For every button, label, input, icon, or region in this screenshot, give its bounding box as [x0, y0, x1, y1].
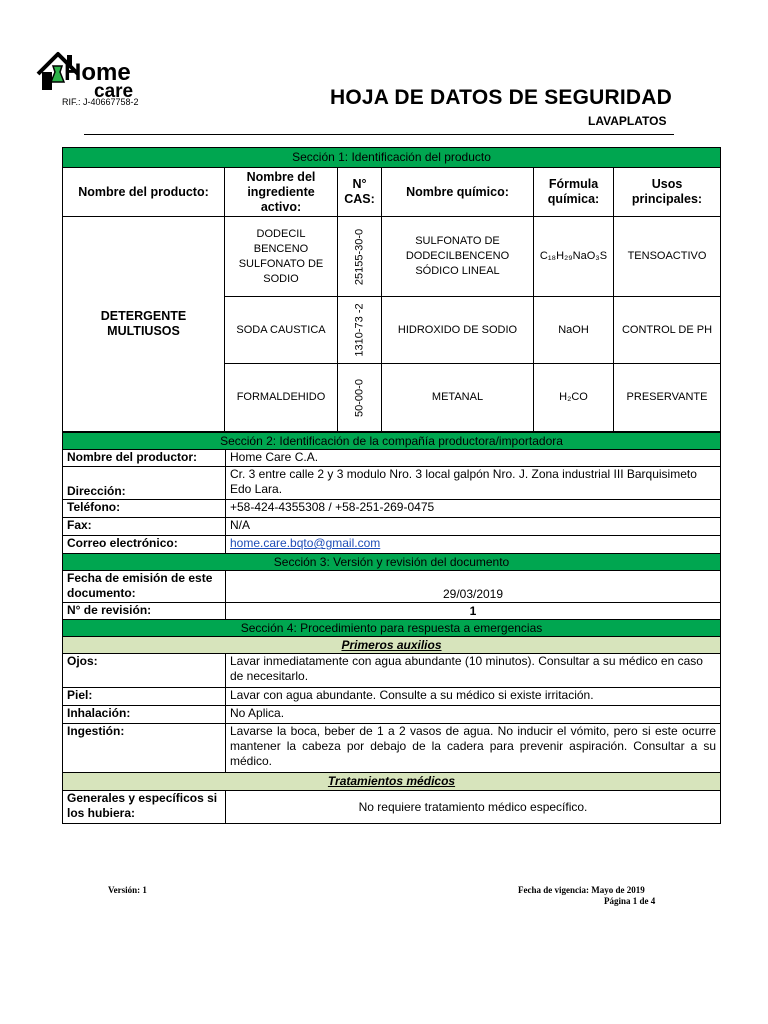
general-label: Generales y específicos si los hubiera: [63, 791, 226, 824]
section4-title: Sección 4: Procedimiento para respuesta a emergencias [63, 620, 721, 637]
section1-table [62, 147, 721, 432]
col-header-ingredient: Nombre del ingrediente activo: [225, 168, 338, 217]
eyes-label: Ojos: [63, 654, 226, 688]
inhalation-value: No Aplica. [226, 706, 721, 724]
fax-value: N/A [226, 518, 721, 536]
chemical-name: HIDROXIDO DE SODIO [382, 297, 534, 364]
producer-label: Nombre del productor: [63, 450, 226, 467]
col-header-chemical: Nombre químico: [382, 168, 534, 217]
first-aid-title: Primeros auxilios [63, 637, 721, 654]
footer-page-number: Página 1 de 4 [604, 896, 656, 906]
document-subtitle: LAVAPLATOS [588, 114, 667, 128]
footer-version: Versión: 1 [108, 885, 147, 895]
inhalation-label: Inhalación: [63, 706, 226, 724]
chemical-name: METANAL [382, 364, 534, 432]
main-use: CONTROL DE PH [614, 297, 721, 364]
chemical-formula: NaOH [534, 297, 614, 364]
address-value: Cr. 3 entre calle 2 y 3 modulo Nro. 3 local galpón Nro. J. Zona industrial III Barquisimeto Edo Lara. [226, 467, 721, 500]
section2-title: Sección 2: Identificación de la compañía productora/importadora [63, 433, 721, 450]
sections-2-4-table [62, 432, 721, 824]
table-row [63, 217, 721, 297]
section3-title: Sección 3: Versión y revisión del documento [63, 554, 721, 571]
cas-number: 50-00-0 [338, 364, 382, 432]
main-use: PRESERVANTE [614, 364, 721, 432]
general-value: No requiere tratamiento médico específico. [226, 791, 721, 824]
skin-label: Piel: [63, 688, 226, 706]
col-header-formula: Fórmula química: [534, 168, 614, 217]
email-label: Correo electrónico: [63, 536, 226, 554]
main-use: TENSOACTIVO [614, 217, 721, 297]
revision-label: N° de revisión: [63, 603, 226, 620]
col-header-product: Nombre del producto: [63, 168, 225, 217]
rif-number: RIF.: J-40667758-2 [62, 97, 139, 107]
phone-value: +58-424-4355308 / +58-251-269-0475 [226, 500, 721, 518]
section1-title: Sección 1: Identificación del producto [63, 148, 721, 168]
cas-number: 25155-30-0 [338, 217, 382, 297]
issue-date-label: Fecha de emisión de este documento: [63, 571, 226, 603]
ingredient-name: FORMALDEHIDO [225, 364, 338, 432]
header-divider [84, 134, 674, 135]
medical-treatment-title: Tratamientos médicos [63, 773, 721, 791]
producer-value: Home Care C.A. [226, 450, 721, 467]
eyes-value: Lavar inmediatamente con agua abundante (10 minutos). Consultar a su médico en caso de necesitarlo. [226, 654, 721, 688]
ingestion-value: Lavarse la boca, beber de 1 a 2 vasos de agua. No inducir el vómito, pero si este ocurre mantener la cabeza por debajo de la cadera para prevenir aspiración. Consultar a su médico. [226, 724, 721, 773]
skin-value: Lavar con agua abundante. Consulte a su médico si existe irritación. [226, 688, 721, 706]
document-title: HOJA DE DATOS DE SEGURIDAD [330, 86, 673, 109]
home-care-logo [36, 48, 148, 100]
footer-validity-date: Fecha de vigencia: Mayo de 2019 [518, 885, 645, 895]
ingredient-name: SODA CAUSTICA [225, 297, 338, 364]
chemical-name: SULFONATO DE DODECILBENCENO SÓDICO LINEAL [382, 217, 534, 297]
address-label: Dirección: [63, 467, 226, 500]
col-header-cas: N° CAS: [338, 168, 382, 217]
ingredient-name: DODECIL BENCENO SULFONATO DE SODIO [225, 217, 338, 297]
chemical-formula: C₁₈H₂₉NaO₃S [534, 217, 614, 297]
svg-text:Home: Home [64, 59, 131, 86]
col-header-uses: Usos principales: [614, 168, 721, 217]
cas-number: 1310-73 -2 [338, 297, 382, 364]
phone-label: Teléfono: [63, 500, 226, 518]
product-name: DETERGENTE MULTIUSOS [63, 217, 225, 432]
fax-label: Fax: [63, 518, 226, 536]
ingestion-label: Ingestión: [63, 724, 226, 773]
svg-text:care: care [94, 81, 134, 100]
issue-date-value: 29/03/2019 [226, 571, 721, 603]
revision-value: 1 [226, 603, 721, 620]
chemical-formula: H₂CO [534, 364, 614, 432]
email-link[interactable]: home.care.bqto@gmail.com [230, 536, 381, 550]
